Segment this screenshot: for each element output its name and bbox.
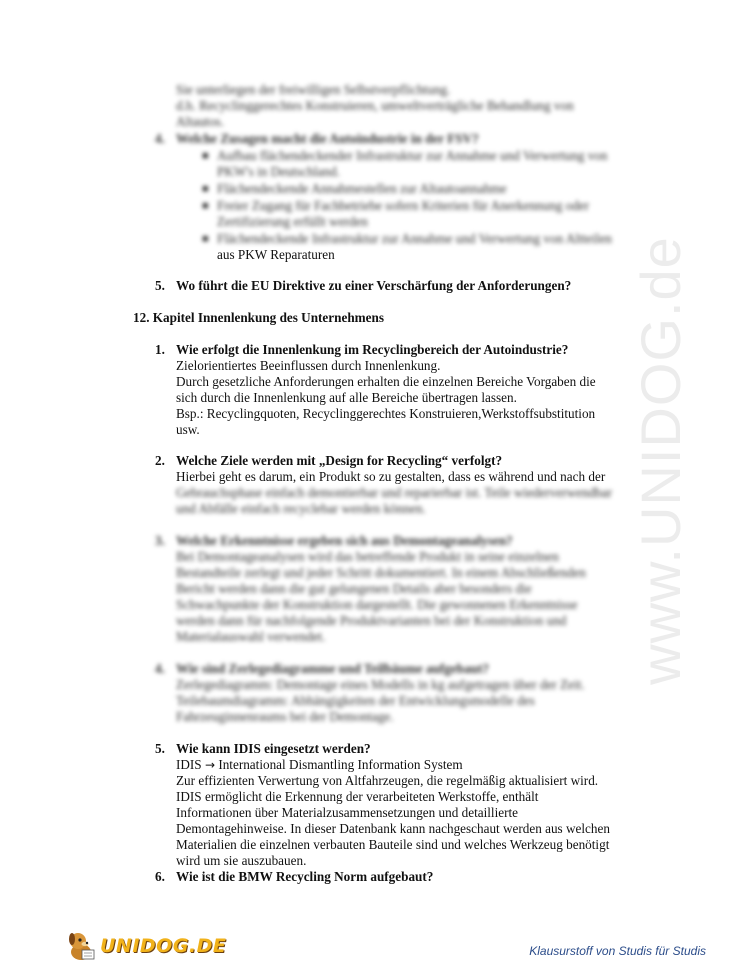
answer-line: Informationen über Materialzusammensetzungen und detaillierte — [176, 805, 519, 820]
question-heading: Wo führt die EU Direktive zu einer Verschärfung der Anforderungen? — [176, 278, 572, 293]
blurred-line: Altautos. — [176, 114, 224, 129]
question-number: 5. — [155, 278, 165, 293]
question-number: 6. — [155, 869, 165, 884]
blurred-line: Gebrauchsphase einfach demontierbar und reparierbar ist. Teile wiederverwendbar — [176, 485, 613, 500]
question-heading: Welche Erkenntnisse ergeben sich aus Demontageanalysen? — [176, 533, 513, 548]
answer-line: IDIS ermöglicht die Erkennung der verarbeiteten Werkstoffe, enthält — [176, 789, 539, 804]
blurred-line: werden dann für nachfolgende Produktvarianten bei der Konstruktion und — [176, 613, 567, 628]
question-heading: Wie ist die BMW Recycling Norm aufgebaut? — [176, 869, 434, 884]
logo-text: UNIDOG.DE — [100, 935, 227, 957]
answer-line: Durch gesetzliche Anforderungen erhalten die einzelnen Bereiche Vorgaben die — [176, 374, 596, 389]
question-heading: Welche Zusagen macht die Autoindustrie in der FSV? — [176, 131, 479, 146]
question-number: 4. — [155, 131, 165, 146]
bullet-text: Flächendeckende Infrastruktur zur Annahme und Verwertung von Altteilen — [217, 231, 612, 246]
footer-slogan: Klausurstoff von Studis für Studis — [529, 944, 706, 958]
bullet-text: Flächendeckende Annahmestellen zur Altautoannahme — [217, 181, 507, 196]
blurred-line: d.h. Recyclinggerechtes Konstruieren, umweltverträgliche Behandlung von — [176, 98, 574, 113]
question-number: 4. — [155, 661, 165, 676]
bullet-icon: ■ — [202, 183, 209, 195]
question-heading: Wie kann IDIS eingesetzt werden? — [176, 741, 371, 756]
blurred-line: Schwachpunkte der Konstruktion dargestellt. Die gewonnenen Erkenntnisse — [176, 597, 578, 612]
answer-line: Bsp.: Recyclingquoten, Recyclinggerechtes Konstruieren,Werkstoffsubstitution — [176, 406, 596, 421]
question-number: 2. — [155, 453, 165, 468]
bullet-text: Aufbau flächendeckender Infrastruktur zur Annahme und Verwertung von — [217, 148, 608, 163]
arrow-right-icon: → — [204, 758, 216, 772]
answer-line: Hierbei geht es darum, ein Produkt so zu gestalten, dass es während und nach der — [176, 469, 606, 484]
blurred-line: Bericht werden dann die gut gelungenen Details aber besonders die — [176, 581, 532, 596]
blurred-line: Zerlegediagramm: Demontage eines Modells in kg aufgetragen über der Zeit. — [176, 677, 585, 692]
answer-line: Materialien die einzelnen verbauten Bauteile sind und welches Werkzeug benötigt — [176, 837, 610, 852]
answer-line: usw. — [176, 422, 200, 437]
question-heading: Welche Ziele werden mit „Design for Recycling“ verfolgt? — [176, 453, 503, 468]
idis-definition — [176, 757, 463, 773]
bullet-text: Zertifizierung erfüllt werden — [217, 214, 368, 229]
blurred-line: Materialauswahl verwendet. — [176, 629, 326, 644]
idis-label: IDIS — [176, 757, 202, 772]
answer-line: Demontagehinweise. In dieser Datenbank kann nachgeschaut werden aus welchen — [176, 821, 610, 836]
question-heading: Wie erfolgt die Innenlenkung im Recyclingbereich der Autoindustrie? — [176, 342, 569, 357]
answer-line: Zur effizienten Verwertung von Altfahrzeugen, die regelmäßig aktualisiert wird. — [176, 773, 599, 788]
blurred-line: Teilebaumdiagramm: Abhängigkeiten der Entwicklungsmodelle des — [176, 693, 535, 708]
blurred-line: und Abfälle einfach recyclebar werden können. — [176, 501, 426, 516]
chapter-heading: 12. Kapitel Innenlenkung des Unternehmens — [133, 310, 384, 325]
bullet-text: Freier Zugang für Fachbetriebe sofern Kriterien für Anerkennung oder — [217, 198, 590, 213]
answer-line: sich durch die Innenlenkung auf alle Bereiche übertragen lassen. — [176, 390, 517, 405]
bullet-tail-text: aus PKW Reparaturen — [217, 247, 335, 262]
blurred-line: Fahrzeuginnenraums bei der Demontage. — [176, 709, 394, 724]
watermark — [560, 235, 750, 685]
question-heading: Wie sind Zerlegediagramme und Teilbäume aufgebaut? — [176, 661, 489, 676]
answer-line: wird um sie auszubauen. — [176, 853, 307, 868]
answer-line: Zielorientiertes Beeinflussen durch Innenlenkung. — [176, 358, 441, 373]
blurred-line: Bei Demontageanalysen wird das betreffende Produkt in seine einzelnen — [176, 549, 559, 564]
bullet-text: PKW's in Deutschland. — [217, 164, 340, 179]
dog-mascot-icon — [66, 930, 96, 962]
bullet-icon: ■ — [202, 200, 209, 212]
question-number: 3. — [155, 533, 165, 548]
bullet-icon: ■ — [202, 150, 209, 162]
blurred-line: Sie unterliegen der freiwilligen Selbstverpflichtung. — [176, 82, 451, 97]
blurred-line: Bestandteile zerlegt und jeder Schritt dokumentiert. In einem Abschließenden — [176, 565, 586, 580]
bullet-icon: ■ — [202, 233, 209, 245]
unidog-logo[interactable] — [66, 930, 226, 962]
watermark-text: www.UNIDOG.de — [628, 235, 692, 685]
question-number: 1. — [155, 342, 165, 357]
idis-expansion: International Dismantling Information System — [218, 757, 463, 772]
question-number: 5. — [155, 741, 165, 756]
